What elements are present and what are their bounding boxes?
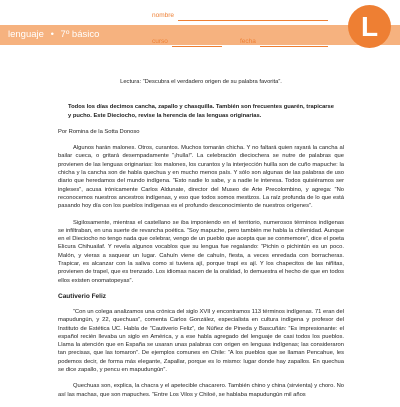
subject-name: lenguaje — [8, 29, 44, 40]
reading-title: “Descubra el verdadero origen de su palabra favorita”. — [142, 79, 282, 85]
reading-prefix: Lectura: — [120, 79, 142, 85]
subject-label — [8, 29, 103, 40]
intro-paragraph: Todos los días decimos cancha, zapallo y chasquilla. También son frecuentes guarén, trapicarse y pucho. Este Dieciocho, revise la herencia de las lenguas originarias. — [68, 104, 334, 119]
subject-logo — [348, 5, 391, 48]
author-line: Por Romina de la Sotta Donoso — [58, 128, 140, 135]
name-field-label: nombre — [152, 12, 175, 19]
section-title: Cautiverio Feliz — [58, 292, 107, 300]
body-paragraph-2: Sigilosamente, mientras el castellano se iba imponiendo en el territorio, numerosos términos indígenas se infiltraban, en una suerte de revancha poética. “Soy mapuche, pero también me habla la chilenidad. Aunque en el Dieciocho no tengo nada que celebrar, vengo de un pueblo que acepta que se conmemore”, dice el poeta Elicura Chihuailaf. Y revela algunos vocablos que su lengua fue regalando: “Pichin o pichintún es un poco. Malón, y vieras a saquear un lugar. Cahuín viene de cahuín, fiesta, a veces enredada con borracheras. Trapicar, es alcanzar con la saliva como si tuviera ají, porque trapi es ají. Y los chapecitos de las niñitas, provienen de trapel, que es trenzado. Los idiomas nacen de la oralidad, lo demuestra el hecho de que en todos ellos existen onomatopeyas”. — [58, 219, 344, 284]
section-paragraph-2: Quechuas son, explica, la chacra y el apetecible chacarero. También chino y china (sirvienta) y choro. No así las machas, que son mapuches. “Entre Los Vilos y Chiloé, se hablaba mapudungún mil años — [58, 383, 344, 398]
date-field-label: fecha — [240, 38, 256, 45]
date-field-line[interactable] — [260, 46, 328, 47]
section-paragraph-1: “Con un colega analizamos una crónica del siglo XVII y encontramos 113 términos indígenas. 71 eran del mapudungún, y 22, quechuas”, comenta Carlos González, especialista en cultura indígena y profesor del Instituto de Estética UC. Habla de “Cautiverio Feliz”, de Núñez de Pineda y Bascuñán: “Es impresionante: el español recién llevaba un siglo en América, y a ese habla agregado del lenguaje de casi todos los pueblos. Llama la atención que en España se usaran unas palabras con origen en lenguas indígenas; las consideraron tan precisas, que las tomaron”. De ejemplos comunes en Chile: “A los pueblos que se llaman Pencahue, les podemos decir, de forma más elegante, Zapallar, porque es lo mismo: lugar donde hay zapallos. En quechua se dice zapallo, y pencu en mapudungún”. — [58, 308, 344, 374]
reading-line — [58, 78, 344, 86]
logo-letter: L — [360, 11, 379, 42]
document-body — [58, 78, 344, 407]
name-field-line[interactable] — [178, 20, 328, 21]
body-paragraph-1: Algunos harán malones. Otros, curantos. Muchos tomarán chicha. Y no faltará quien rayará la cancha al bailar cueca, o gritará desempadamente “¡hulla!”. La celebración dieciochera se nutre de palabras que provienen de las lenguas originarias: los malones, los curantos y la interjección huilla son de cuño mapuche: la chicha y la cancha son de habla quechua y en mucho menos país. Y sólo son algunas de las palabras de uso diario que heredamos del mundo indígena. “Esto nadie lo sabe, y a nadie le interesa. Todos quisiéramos ser ingleses”, acusa irónicamente Carlos Aldunate, director del Museo de Arte Precolombino, y agrega: “No reconocemos nuestros ancestros indígenas, y eso que todos somos mestizos. La raíz profunda de lo que está pasando hoy día con los pueblos indígenas es el profundo desconocimiento de nuestros orígenes”. — [58, 145, 344, 210]
course-field-line[interactable] — [172, 46, 222, 47]
course-field-label: curso — [152, 38, 168, 45]
grade-name: 7º básico — [60, 29, 100, 40]
subject-separator: • — [50, 29, 54, 40]
